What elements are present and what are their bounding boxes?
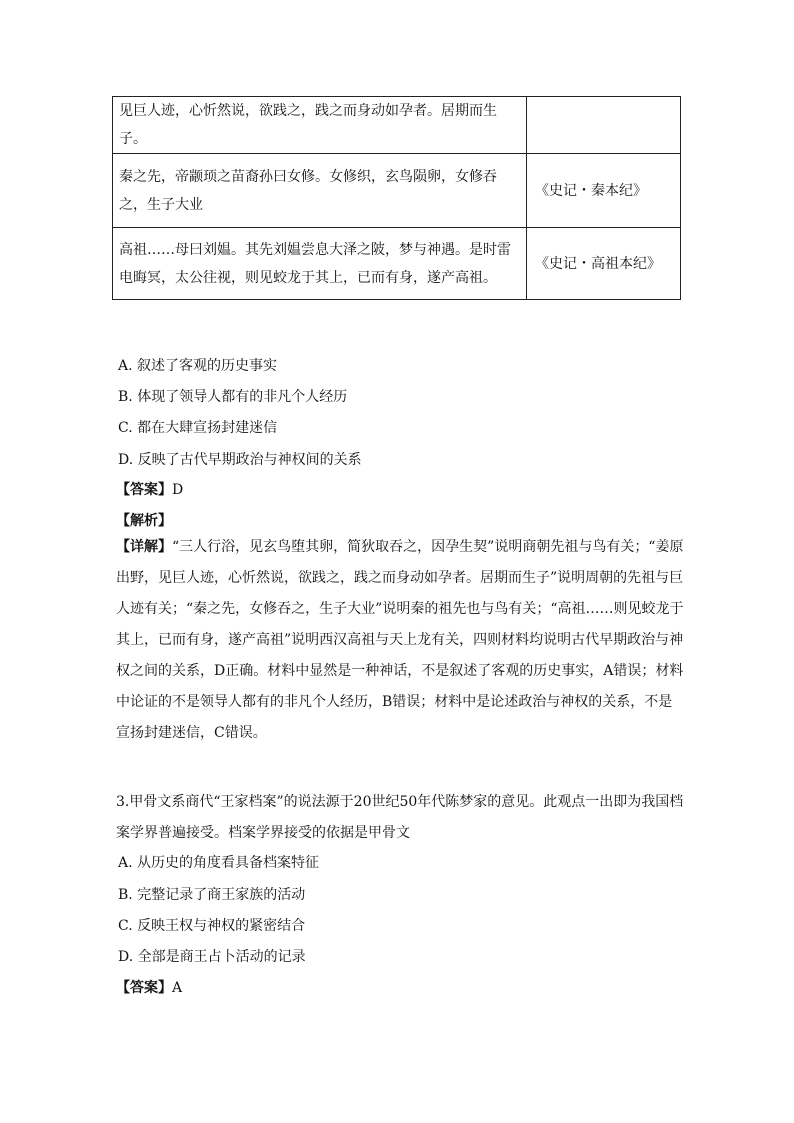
q2-option-b: B. 体现了领导人都有的非凡个人经历 <box>118 389 348 405</box>
q3-option-c: C. 反映王权与神权的紧密结合 <box>118 918 306 934</box>
material-text: 高祖……母曰刘媪。其先刘媪尝息大泽之陂，梦与神遇。是时雷电晦冥，太公往视，则见蛟龙于其上，已而有身，遂产高祖。 <box>113 228 527 300</box>
material-text: 秦之先，帝颛顼之苗裔孙曰女修。女修织，玄鸟陨卵，女修吞之，生子大业 <box>113 154 527 228</box>
table-row <box>113 228 681 300</box>
material-source <box>527 97 681 154</box>
material-text: 见巨人迹，心忻然说，欲践之，践之而身动如孕者。居期而生子。 <box>113 97 527 154</box>
q3-stem: 3.甲骨文系商代“王家档案”的说法源于20世纪50年代陈梦家的意见。此观点一出即为我国档案学界普遍接受。档案学界接受的依据是甲骨文 <box>116 794 684 841</box>
q2-option-c: C. 都在大肆宣扬封建迷信 <box>118 420 278 436</box>
q2-option-d: D. 反映了古代早期政治与神权间的关系 <box>118 452 362 468</box>
answer-label: 【答案】 <box>116 482 172 498</box>
source-material-table <box>112 96 681 300</box>
q3-option-b: B. 完整记录了商王家族的活动 <box>118 887 306 903</box>
table-row <box>113 154 681 228</box>
q2-analysis-label: 【解析】 <box>116 513 172 529</box>
q2-option-a: A. 叙述了客观的历史事实 <box>118 358 278 374</box>
q2-answer <box>116 480 183 500</box>
table-row <box>113 97 681 154</box>
detail-label: 【详解】 <box>116 539 172 555</box>
answer-value: D <box>172 482 184 498</box>
answer-value: A <box>172 980 183 996</box>
material-source: 《史记・高祖本纪》 <box>527 228 681 300</box>
material-source: 《史记・秦本纪》 <box>527 154 681 228</box>
detail-text: “三人行浴，见玄鸟堕其卵，简狄取吞之，因孕生契”说明商朝先祖与鸟有关；“姜原出野，见巨人迹，心忻然说，欲践之，践之而身动如孕者。居期而生子”说明周朝的先祖与巨人迹有关；“秦之先，女修吞之，生子大业”说明秦的祖先也与鸟有关；“高祖……则见蛟龙于其上，已而有身，遂产高祖”说明西汉高祖与天上龙有关，四则材料均说明古代早期政治与神权之间的关系，D正确。材料中显然是一种神话，不是叙述了客观的历史事实，A错误；材料中论证的不是领导人都有的非凡个人经历，B错误；材料中是论述政治与神权的关系，不是宣扬封建迷信，C错误。 <box>116 539 684 741</box>
q3-option-d: D. 全部是商王占卜活动的记录 <box>118 949 306 965</box>
q3-answer <box>116 978 182 998</box>
q3-option-a: A. 从历史的角度看具备档案特征 <box>118 855 320 871</box>
q2-detail <box>116 532 684 749</box>
answer-label: 【答案】 <box>116 980 172 996</box>
